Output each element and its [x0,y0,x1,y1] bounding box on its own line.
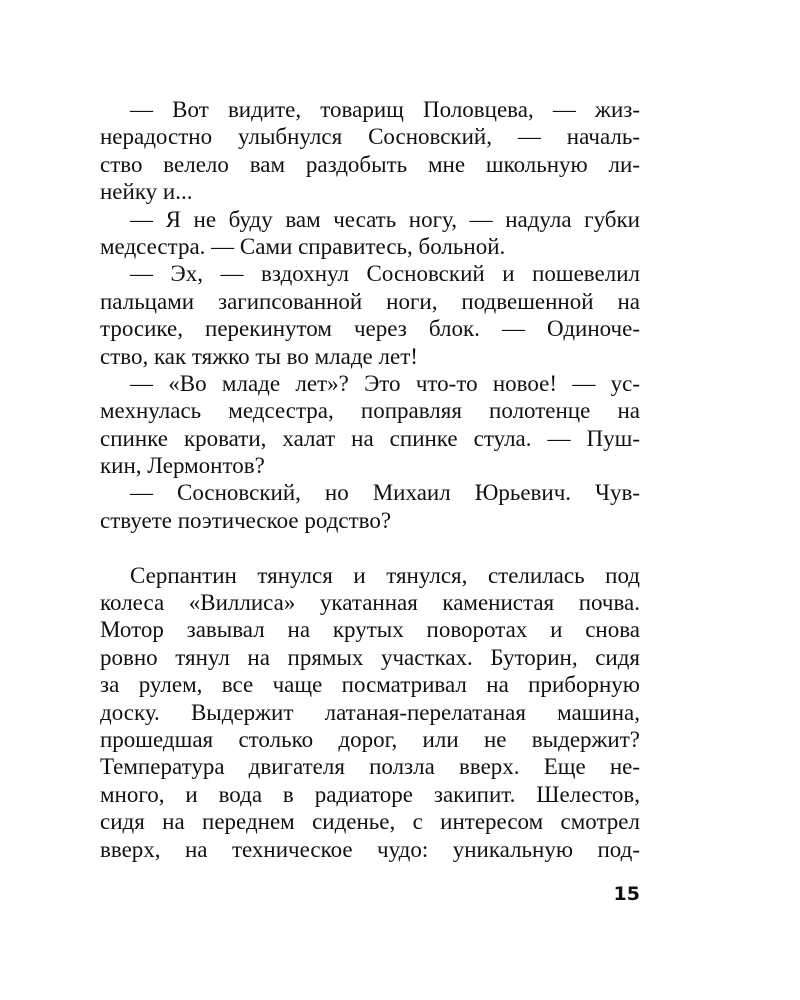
text-line: Серпантин тянулся и тянулся, стелилась под [130,562,640,588]
text-line: — Эх, — вздохнул Сосновский и пошевелил [130,261,640,287]
text-line: медсестра. — Сами справитесь, больной. [100,233,506,259]
text-line: мехнулась медсестра, поправляя полотенце на [100,398,640,424]
text-line: спинке кровати, халат на спинке стула. — Пуш- [100,425,640,451]
text-line: прошедшая столько дорог, или не выдержит? [100,726,640,752]
text-line: кин, Лермонтов? [100,453,265,479]
text-line: тросике, перекинутом через блок. — Одиноче- [100,316,640,342]
text-line: вверх, на техническое чудо: уникальную под- [100,836,640,862]
text-line: доску. Выдержит латаная-перелатаная машина, [100,699,640,725]
paragraph [100,260,640,370]
text-line: колеса «Виллиса» укатанная каменистая почва. [100,590,640,616]
page-number: 15 [613,883,640,905]
paragraph [100,479,640,534]
text-line: нейку и... [100,179,193,205]
text-line: ровно тянул на прямых участках. Буторин, сидя [100,644,640,670]
text-line: ство велело вам раздобыть мне школьную ли- [100,151,640,177]
book-page-text [100,96,640,863]
section-break [100,534,640,561]
text-line: сидя на переднем сиденье, с интересом смотрел [100,809,640,835]
text-line: — Сосновский, но Михаил Юрьевич. Чув- [130,480,640,506]
paragraph [100,562,640,863]
paragraph [100,206,640,261]
text-line: ство, как тяжко ты во младе лет! [100,343,418,369]
paragraph [100,370,640,480]
text-line: Мотор завывал на крутых поворотах и снова [100,617,640,643]
text-line: — Вот видите, товарищ Половцева, — жиз- [130,97,640,122]
text-line: много, и вода в радиаторе закипит. Шелестов, [100,781,640,807]
text-line: нерадостно улыбнулся Сосновский, — началь- [100,124,640,150]
text-line: за рулем, все чаще посматривал на приборную [100,672,640,698]
text-line: — «Во младе лет»? Это что-то новое! — ус- [130,370,640,396]
text-line: Температура двигателя ползла вверх. Еще не- [100,754,640,780]
text-line: — Я не буду вам чесать ногу, — надула губки [130,206,640,232]
text-line: ствуете поэтическое родство? [100,507,392,533]
text-line: пальцами загипсованной ноги, подвешенной на [100,288,640,314]
paragraph [100,96,640,206]
